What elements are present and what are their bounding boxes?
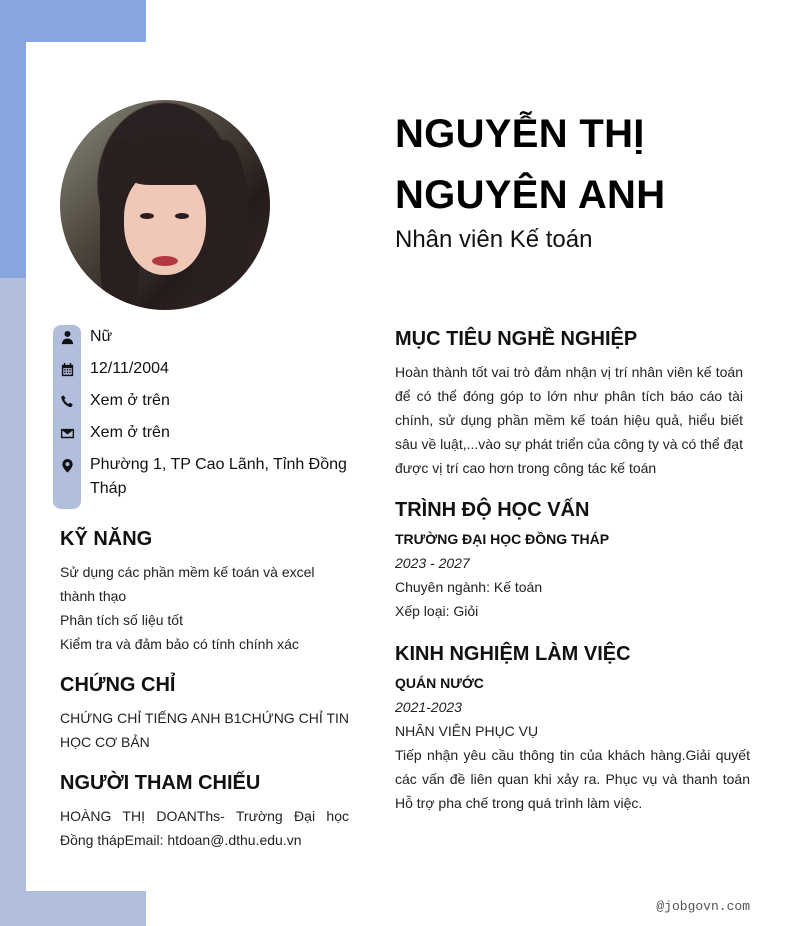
contact-list [53,325,353,501]
section-title-skills: KỸ NĂNG [60,528,153,550]
candidate-name [395,104,665,226]
objective-text: Hoàn thành tốt vai trò đảm nhận vị trí nhân viên kế toán để có thể đóng góp to lớn như phân tích báo cáo tài chính, sử dụng phần mềm kế toán hiệu quả, hiểu biết sâu về luật,...vào sự phát triển của công ty và có thể đạt được vị trí cao hơn trong công tác kế toán [395,364,743,476]
education-grade: Xếp loại: Giỏi [395,603,479,619]
person-icon [53,325,81,349]
job-title: Nhân viên Kế toán [395,226,593,253]
education-period: 2023 - 2027 [395,555,470,571]
name-line-1: NGUYỄN THỊ [395,112,645,156]
watermark: @jobgovn.com [656,899,750,914]
references-text: HOÀNG THỊ DOANThs- Trường Đại học Đồng thápEmail: htdoan@.dthu.edu.vn [60,808,349,848]
decor-block-top [0,0,146,42]
decor-strip-bottom [0,278,26,926]
section-title-objective: MỤC TIÊU NGHỀ NGHIỆP [395,328,638,350]
location-icon [53,453,81,477]
experience-period: 2021-2023 [395,699,462,715]
contact-address: Phường 1, TP Cao Lãnh, Tỉnh Đồng Tháp [53,453,353,501]
phone-icon [53,389,81,413]
education-major: Chuyên ngành: Kế toán [395,579,543,595]
calendar-icon [53,357,81,381]
skills-section [60,526,349,656]
experience-description: Tiếp nhận yêu cầu thông tin của khách hàng.Giải quyết các vấn đề liên quan khi xảy ra. Phục vụ và thanh toán Hỗ trợ pha chế trong quá trình làm việc. [395,747,750,811]
profile-photo [60,100,270,310]
objective-section [395,326,743,480]
decor-strip-top [0,42,26,278]
references-section [60,770,349,852]
contact-birthdate: 12/11/2004 [53,357,353,389]
section-title-certificates: CHỨNG CHỈ [60,674,176,696]
education-section [395,497,750,623]
school-name: TRƯỜNG ĐẠI HỌC ĐỒNG THÁP [395,531,610,547]
skill-item: Sử dụng các phần mềm kế toán và excel thành thạo [60,564,315,604]
certificates-section [60,672,349,754]
skill-item: Phân tích số liệu tốt [60,612,183,628]
section-title-references: NGƯỜI THAM CHIẾU [60,772,261,794]
mail-icon [53,421,81,445]
name-line-2: NGUYÊN ANH [395,173,666,217]
contact-gender: Nữ [53,325,353,357]
experience-section [395,641,750,815]
contact-email: Xem ở trên [53,421,353,453]
section-title-experience: KINH NGHIỆM LÀM VIỆC [395,643,631,665]
certificates-text: CHỨNG CHỈ TIẾNG ANH B1CHỨNG CHỈ TIN HỌC CƠ BẢN [60,710,349,750]
experience-position: NHÂN VIÊN PHỤC VỤ [395,723,539,739]
company-name: QUÁN NƯỚC [395,675,484,691]
decor-block-bottom [0,891,146,926]
section-title-education: TRÌNH ĐỘ HỌC VẤN [395,499,590,521]
contact-phone: Xem ở trên [53,389,353,421]
skill-item: Kiểm tra và đảm bảo có tính chính xác [60,636,299,652]
